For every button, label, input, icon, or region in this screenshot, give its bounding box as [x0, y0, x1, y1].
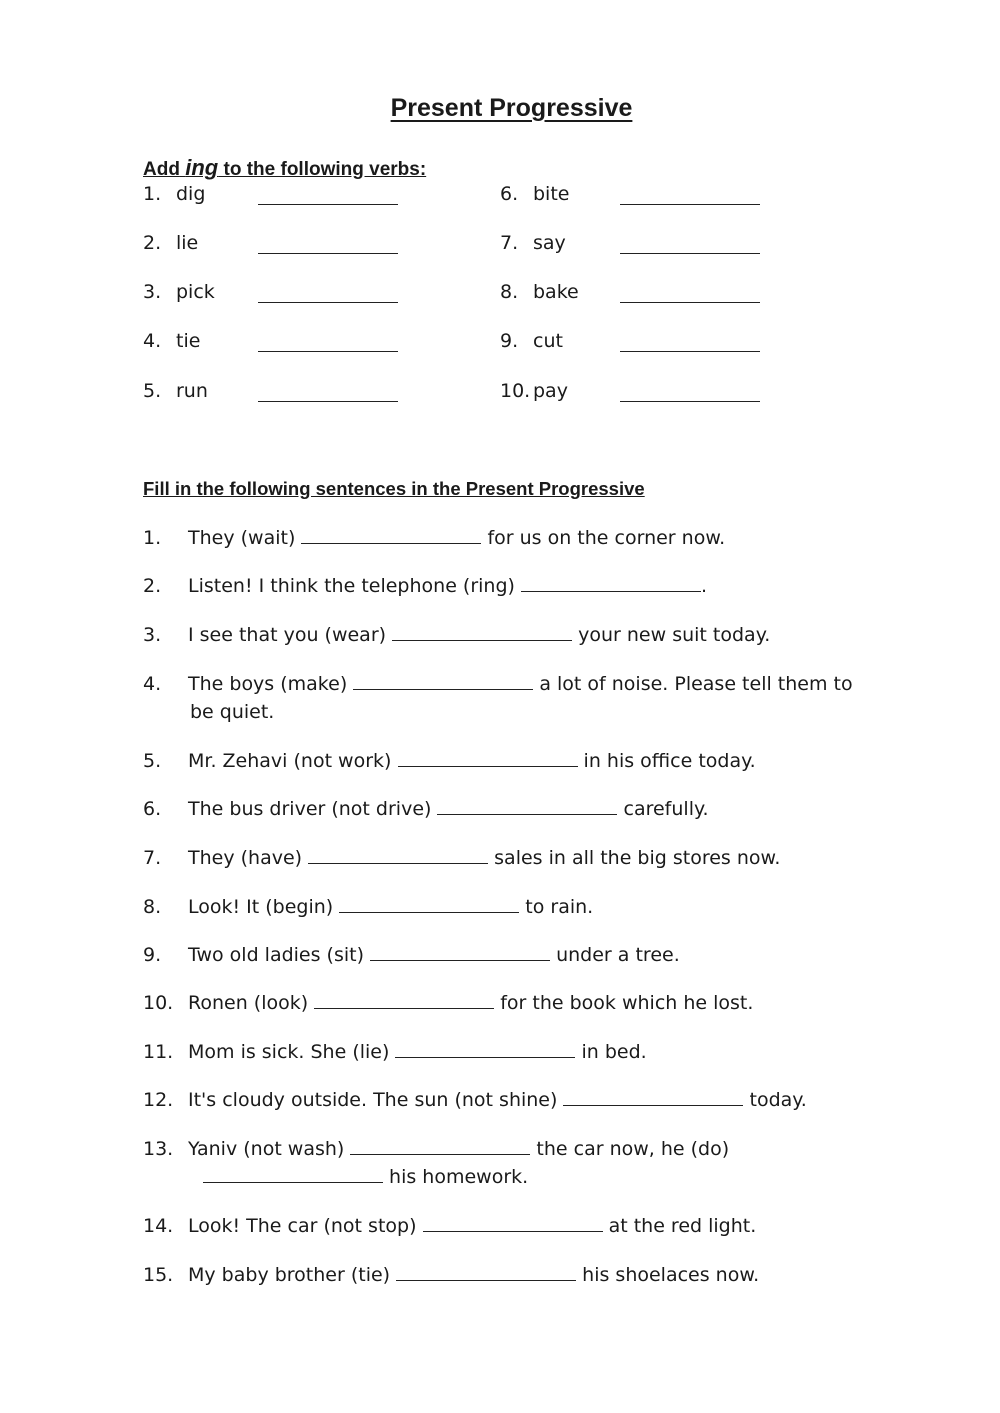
- answer-blank[interactable]: [339, 894, 519, 913]
- page-title: Present Progressive: [390, 94, 633, 122]
- answer-blank[interactable]: [258, 351, 398, 352]
- answer-blank[interactable]: [620, 253, 760, 254]
- answer-blank[interactable]: [308, 845, 488, 864]
- answer-blank[interactable]: [370, 942, 550, 961]
- section2-heading: Fill in the following sentences in the Present Progressive: [143, 478, 645, 499]
- answer-blank[interactable]: [314, 990, 494, 1009]
- answer-blank[interactable]: [396, 1262, 576, 1281]
- answer-blank[interactable]: [258, 253, 398, 254]
- ing-emphasis: ing: [185, 155, 219, 180]
- answer-blank[interactable]: [203, 1164, 383, 1183]
- answer-blank[interactable]: [620, 401, 760, 402]
- section1-heading: Add ing to the following verbs:: [143, 155, 427, 180]
- answer-blank[interactable]: [620, 204, 760, 205]
- answer-blank[interactable]: [258, 302, 398, 303]
- answer-blank[interactable]: [620, 351, 760, 352]
- answer-blank[interactable]: [392, 622, 572, 641]
- answer-blank[interactable]: [353, 671, 533, 690]
- answer-blank[interactable]: [301, 525, 481, 544]
- answer-blank[interactable]: [395, 1039, 575, 1058]
- answer-blank[interactable]: [563, 1087, 743, 1106]
- answer-blank[interactable]: [620, 302, 760, 303]
- answer-blank[interactable]: [398, 748, 578, 767]
- answer-blank[interactable]: [423, 1213, 603, 1232]
- answer-blank[interactable]: [437, 796, 617, 815]
- answer-blank[interactable]: [258, 204, 398, 205]
- answer-blank[interactable]: [350, 1136, 530, 1155]
- answer-blank[interactable]: [521, 573, 701, 592]
- answer-blank[interactable]: [258, 401, 398, 402]
